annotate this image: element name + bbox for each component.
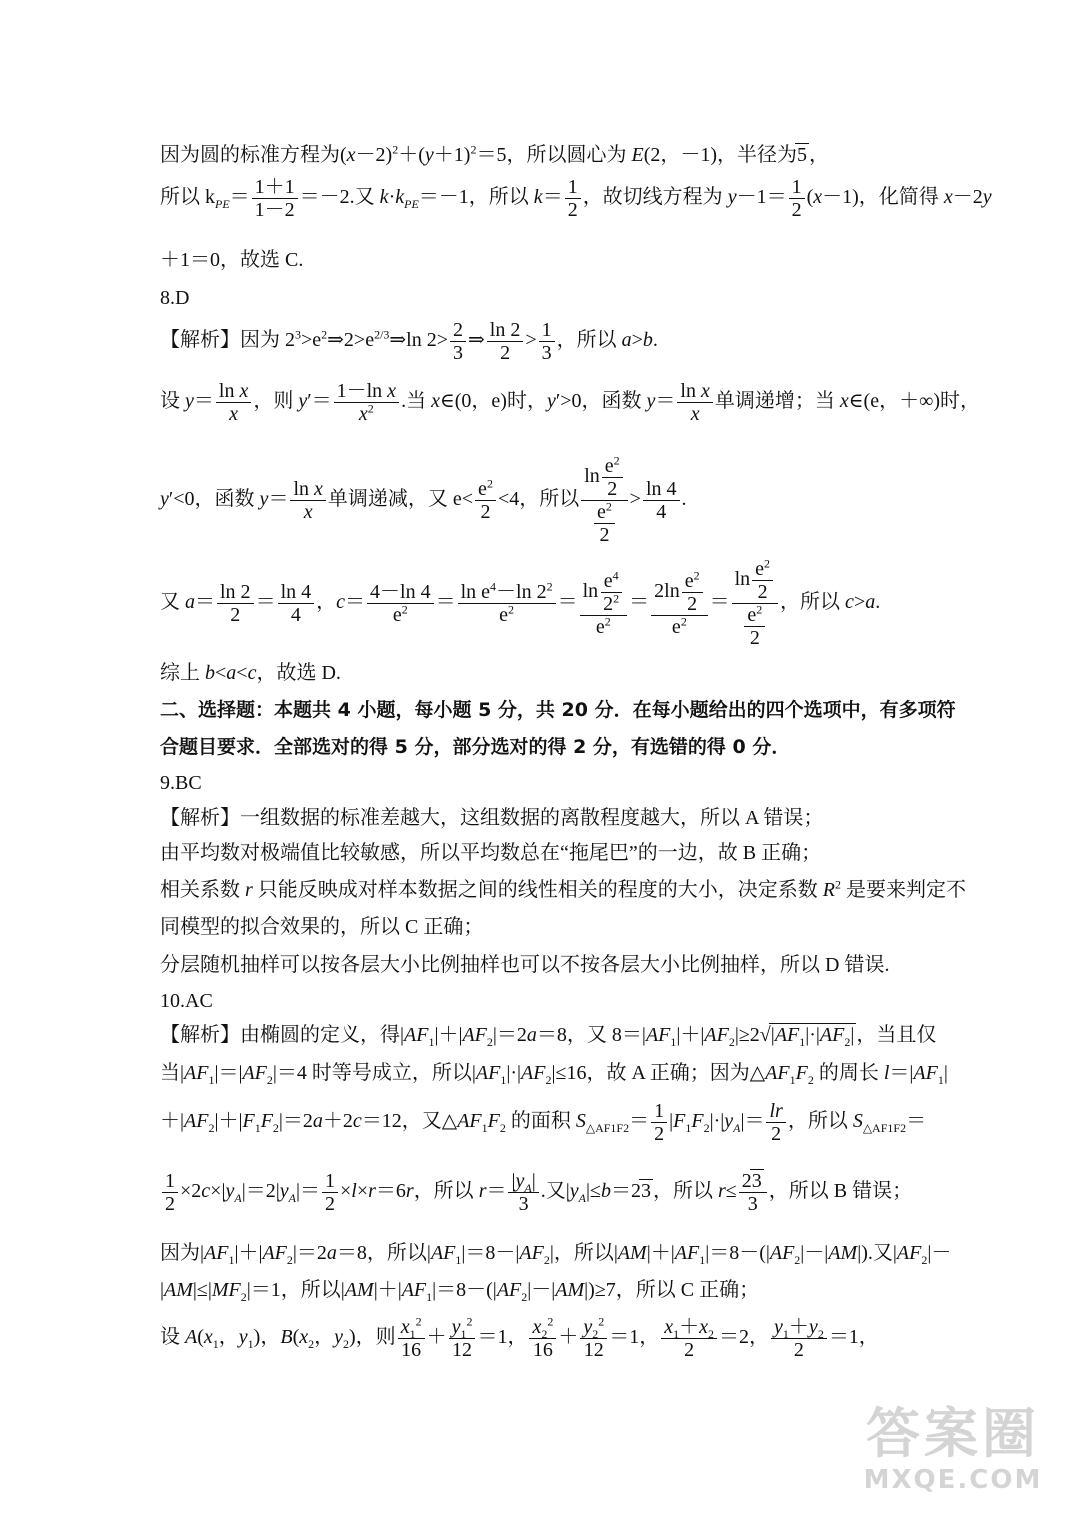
answer-8: 8.D [160,287,190,309]
q9-analysis-line1: 【解析】一组数据的标准差越大，这组数据的离散程度越大，所以 A 错误； [160,807,824,829]
fraction-slope: $\frac{1+1}{1-2}$ [252,176,298,221]
q9-analysis-line5: 分层随机抽样可以按各层大小比例抽样也可以不按各层大小比例抽样，所以 D 错误. [160,954,890,976]
q10-analysis-line7: 设 $A(x_1$，$y_1$)，$B(x_2$，$y_2$)，则 $\frac{x_1^2}{16}$ ＋ $\frac{y_1^2}{12}$ ＝1， $\frac{x_2^2}{16}$ ＋ $\frac{y_2^2}{12}$ ＝1， $\frac{x_1+x_2}{2}$ ＝2， $\frac{y_1+y_2}{2}$ ＝1， [160,1314,879,1361]
text-line-slope: 所以 $k_{PE}=$ $\frac{1+1}{1-2}$ ＝－2.又 $k\cdot k_{PE}=-1$，所以 k＝ $\frac{1}{2}$ ，故切线方程为 y－1＝ $\frac{1}{2}$ (x－1)，化简得 x－2y [160,175,992,221]
text-line-conclusion-7: ＋1＝0，故选 C. [160,249,304,271]
answer-10: 10.AC [160,990,213,1012]
watermark-title: 答案圈 [866,1402,1040,1465]
q9-analysis-line2: 由平均数对极端值比较敏感，所以平均数总在“拖尾巴”的一边，故 B 正确； [160,842,822,864]
section2-heading-line1: 二、选择题：本题共 4 小题，每小题 5 分，共 20 分．在每小题给出的四个选项中，有多项符 [160,699,956,721]
q9-analysis-line3: 相关系数 r 只能反映成对样本数据之间的线性相关的程度的大小，决定系数 $R^2$ 是要来判定不 [160,877,967,901]
section2-heading-line2: 合题目要求．全部选对的得 5 分，部分选对的得 2 分，有选错的得 0 分． [160,736,791,758]
q8-analysis-line3: y′<0，函数 y＝ $\frac{\text{ln x}}{x}$ 单调递减，又 e< $\frac{e^2}{2}$ <4，所以 ln $\frac{e^2}{2}$ $\frac{e^2}{2}$ > $\frac{\ln 4}{4}$ . [160,453,687,546]
q10-analysis-line3: $+|AF_2|+|F_1F_2|=2a+2c=12$，又$\triangle AF_1F_2$ 的面积 $S_{\triangle AF1F2}=$ $\frac{1}{2}$ $|F_1F_2|\cdot|y_A|=$ $\frac{lr}{2}$ ，所以 $S_{\triangle AF1F2}=$ [160,1099,927,1145]
q8-conclusion: 综上 b<a<c，故选 D. [160,662,341,684]
q10-analysis-line6: $|AM|\le|MF_2|=1$，所以$|AM|+|AF_1|=8-(|AF_2|-|AM|)\ge 7$，所以 C 正确； [160,1279,760,1304]
q9-analysis-line4: 同模型的拟合效果的，所以 C 正确； [160,916,484,938]
watermark-logo [848,1403,1058,1513]
answer-9: 9.BC [160,772,202,794]
q10-analysis-line4: $\frac{1}{2}$ $\times 2c\times|y_A|=2|y_A|=$ $\frac{1}{2}$ ×l×r＝6r，所以 r＝ $\frac{|y_A|}{3}$ .又$|y_A|\le b=23$ ，所以 r≤ $\frac{23}{3}$ ，所以 B 错误； [160,1168,930,1215]
text-line-circle-equation: 因为圆的标准方程为$(x-2)^2+(y+1)^2=5$，所以圆心为 E(2，－1)，半径为5 ， [160,142,830,166]
q10-analysis-line2: 当$|AF_1|=|AF_2|=4$ 时等号成立，所以$|AF_1|\cdot|AF_2|\le 16$，故 A 正确；因为$\triangle AF_1F_2$ 的周长 $l=|AF_1|$ [160,1062,948,1087]
q8-analysis-line4: 又 a＝ $\frac{\ln 2}{2}$ ＝ $\frac{\ln 4}{4}$ ，c＝ $\frac{4-\ln 4}{e^2}$ ＝ $\frac{\ln e^4-\ln 2^2}{e^2}$ ＝ ln $\frac{e^4}{2^2}$ $e^2$ ＝ 2ln $\frac{e^2}{2}$ $e^2$ ＝ ln $\frac{e^2}{2}$ $\frac{e^2}{2}$ ，所以 c>a. [160,556,881,649]
q8-analysis-line1: 【解析】因为 $2^3>e^2\Rightarrow 2>e^{2/3}\Rightarrow\ln$ 2> $\frac{2}{3}$ ⇒ $\frac{\ln 2}{2}$ > $\frac{1}{3}$ ，所以 a>b. [160,318,658,364]
q10-analysis-line5: 因为$|AF_1|+|AF_2|=2a=8$，所以$|AF_1|=8-|AF_2|$，所以$|AM|+|AF_1|=8-(|AF_2|-|AM|)$.又$|AF_2|-$ [160,1242,952,1267]
q10-analysis-line1: 【解析】由椭圆的定义，得$|AF_1|+|AF_2|=2a=8$，又 $8=|AF_1|+|AF_2|\ge 2√|AF_1|\cdot|AF_2|$ ，当且仅 [160,1024,937,1049]
q8-analysis-line2: 设 y＝ $\frac{\text{ln x}}{x}$ ，则 y′＝ $\frac{\text{1－ln x}}{x^2}$ .当 x∈(0，e)时，y′>0，函数 y＝ $\frac{\text{ln x}}{x}$ 单调递增；当 x∈(e，＋∞)时， [160,379,981,425]
watermark-url: MXQE.COM [863,1465,1043,1495]
